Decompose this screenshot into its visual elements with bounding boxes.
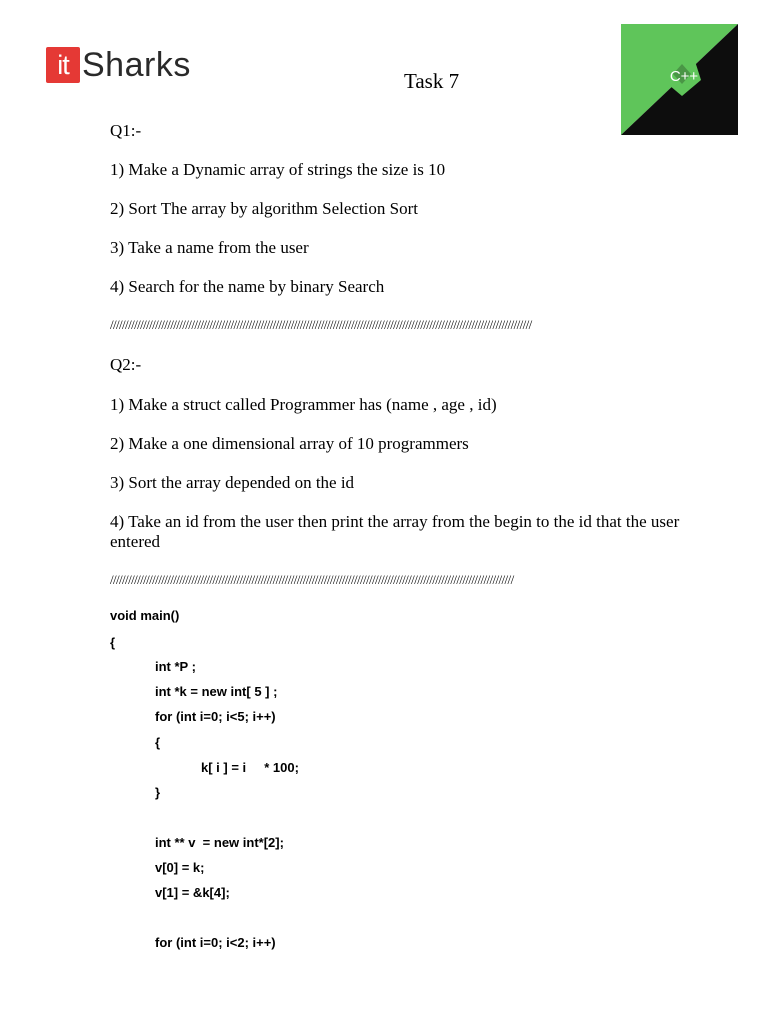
code-line: {: [155, 735, 161, 750]
separator-line: //////////////////////////////////////////////////////////////////////////////////////////////////////////////////////////////////////: [110, 572, 514, 587]
cpp-badge-icon: [621, 24, 738, 135]
code-line: {: [110, 635, 116, 650]
q2-item: 3) Sort the array depended on the id: [110, 473, 355, 492]
logo-wordmark: Sharks: [82, 45, 191, 84]
logo-prefix: it: [46, 47, 80, 83]
code-line: int *P ;: [155, 659, 196, 674]
q1-item: 3) Take a name from the user: [110, 238, 309, 257]
code-line: int ** v = new int*[2];: [155, 835, 284, 850]
q1-item: 2) Sort The array by algorithm Selection Sort: [110, 199, 418, 218]
itsharks-logo: [46, 46, 191, 84]
q2-item: 4) Take an id from the user then print the array from the begin to the id that the user entered: [110, 512, 680, 551]
separator-line: ////////////////////////////////////////////////////////////////////////////////////////////////////////////////////////////////////////////: [110, 317, 532, 332]
q2-item: 1) Make a struct called Programmer has (name , age , id): [110, 395, 497, 414]
badge-text: C++: [669, 68, 699, 85]
code-line: for (int i=0; i<5; i++): [155, 709, 276, 724]
q1-heading: Q1:-: [110, 121, 142, 140]
page-title: Task 7: [404, 69, 460, 93]
code-line: }: [155, 785, 161, 800]
q1-item: 4) Search for the name by binary Search: [110, 277, 385, 296]
code-line: for (int i=0; i<2; i++): [155, 935, 276, 950]
code-line: v[0] = k;: [155, 860, 205, 875]
code-line: int *k = new int[ 5 ] ;: [155, 684, 278, 699]
code-line: v[1] = &k[4];: [155, 885, 230, 900]
code-line: k[ i ] = i * 100;: [201, 760, 299, 775]
q2-heading: Q2:-: [110, 355, 142, 374]
q2-item: 2) Make a one dimensional array of 10 programmers: [110, 434, 469, 453]
q1-item: 1) Make a Dynamic array of strings the size is 10: [110, 160, 446, 179]
code-line: void main(): [110, 608, 180, 623]
